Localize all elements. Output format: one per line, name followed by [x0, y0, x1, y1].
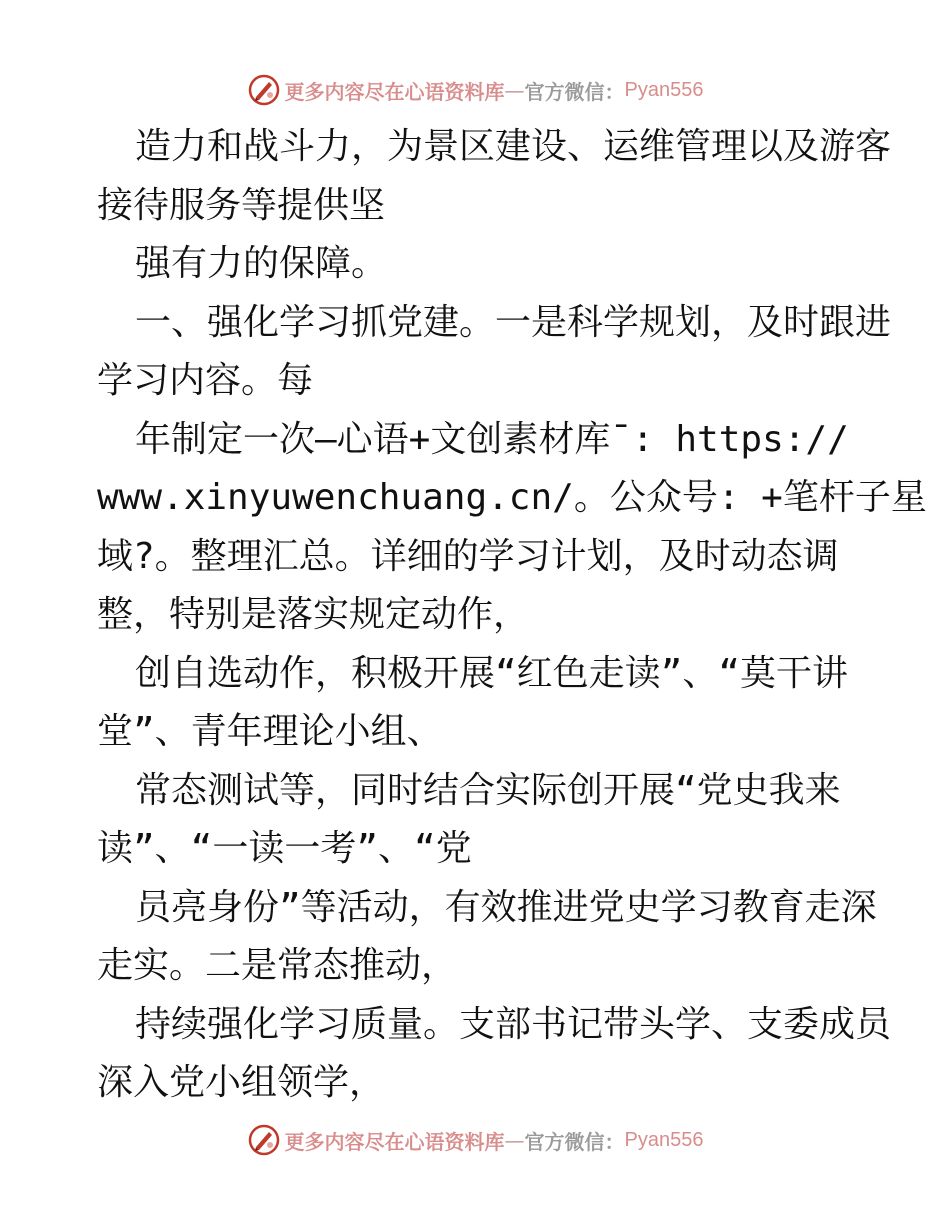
body-line: 学习内容。每 — [97, 360, 314, 401]
body-line: 接待服务等提供坚 — [97, 184, 386, 226]
pen-logo-icon — [247, 1123, 281, 1157]
body-line: 走实。二是常态推动， — [97, 945, 458, 986]
pen-logo-icon — [247, 73, 281, 107]
body-line: 域?。整理汇总。详细的学习计划，及时动态调 — [97, 535, 839, 577]
body-line: 造力和战斗力，为景区建设、运维管理以及游客 — [135, 126, 892, 167]
banner-separator: — — [504, 1128, 525, 1152]
body-line: 堂”、青年理论小组、 — [97, 711, 443, 752]
body-line: 整，特别是落实规定动作， — [97, 594, 530, 635]
body-line: 常态测试等，同时结合实际创开展“党史我来 — [135, 769, 841, 811]
body-line: 持续强化学习质量。支部书记带头学、支委成员 — [135, 1003, 892, 1045]
body-line: 深入党小组领学， — [97, 1062, 386, 1103]
banner-separator: — — [504, 78, 525, 102]
banner-wechat-id: Pyan556 — [624, 1128, 704, 1151]
body-line: www.xinyuwenchuang.cn/。公众号: +笔杆子星 — [97, 477, 927, 518]
banner-main-text: 更多内容尽在心语资料库 — [284, 1129, 505, 1154]
banner-official-label: 官方微信： — [524, 1129, 625, 1154]
body-line: 年制定一次—心语+文创素材库¯: https:// — [135, 418, 849, 460]
body-line: 员亮身份”等活动，有效推进党史学习教育走深 — [135, 886, 877, 928]
banner-main-text: 更多内容尽在心语资料库 — [284, 79, 505, 104]
body-line: 一、强化学习抓党建。一是科学规划，及时跟进 — [135, 301, 892, 343]
banner-official-label: 官方微信： — [524, 79, 625, 104]
body-line: 创自选动作，积极开展“红色走读”、“莫干讲 — [135, 652, 849, 694]
footer-banner — [0, 1120, 950, 1160]
body-line: 强有力的保障。 — [135, 243, 388, 284]
banner-wechat-id: Pyan556 — [624, 78, 704, 101]
document-body — [97, 118, 927, 1113]
header-banner — [0, 70, 950, 110]
body-line: 读”、“一读一考”、“党 — [97, 828, 472, 869]
